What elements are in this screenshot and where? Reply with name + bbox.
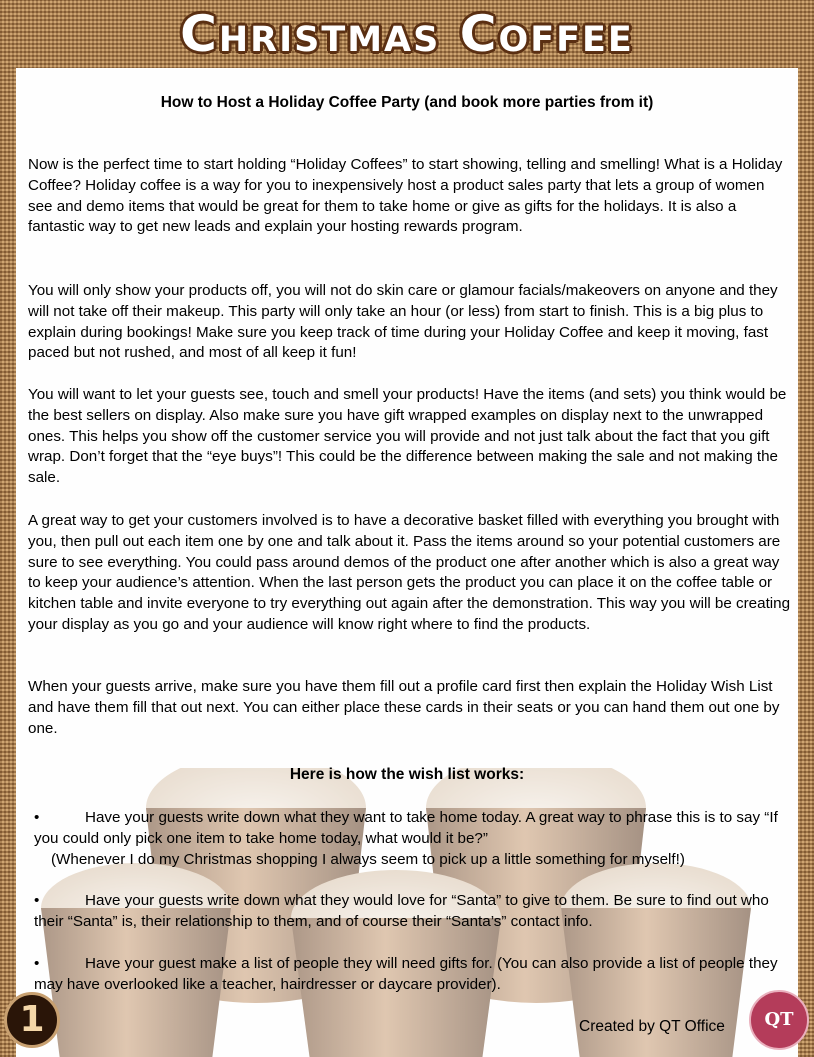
header-title: Christmas Coffee: [180, 5, 634, 63]
page-number-badge: 1: [4, 992, 60, 1048]
bullet-note: (Whenever I do my Christmas shopping I always seem to pick up a little something for myself!): [51, 850, 685, 868]
credit-text: Created by QT Office: [579, 1018, 725, 1035]
bullet-item: [34, 891, 794, 933]
paragraph-products-only: You will only show your products off, you will not do skin care or glamour facials/makeovers on anyone and they will not take off their makeup. This party will only take an hour (or less) from start to finish. This is a big plus to explain during bookings! Make sure you keep track of time during your Holiday Coffee and keep it moving, fast paced but not rushed, and most of all keep it fun!: [28, 282, 778, 362]
bullet-icon: •: [34, 892, 40, 909]
bullet-text: Have your guest make a list of people they will need gifts for. (You can also provide a list of people they may have overlooked like a teacher, hairdresser or daycare provider).: [34, 955, 778, 993]
bullet-icon: •: [34, 955, 40, 972]
paragraph-intro: Now is the perfect time to start holding “Holiday Coffees” to start showing, telling and smelling! What is a Holiday Coffee? Holiday coffee is a way for you to inexpensively host a product sales party that lets a group of women see and demo items that would be great for them to take home or give as gifts for the holidays. It is also a fantastic way to get new leads and explain your hosting rewards program.: [28, 156, 783, 236]
qt-office-seal-logo: QT: [749, 990, 809, 1050]
document-page: [16, 68, 798, 1057]
bullet-item: [34, 954, 794, 996]
bullet-icon: •: [34, 809, 40, 826]
paragraph-display: You will want to let your guests see, touch and smell your products! Have the items (and sets) you think would be the best sellers on display. Also make sure you have gift wrapped examples on display next to the unwrapped ones. This helps you show off the customer service you will provide and not just talk about the fact that you gift wrap. Don’t forget that the “eye buys”! This could be the difference between making the sale and not making the sale.: [28, 386, 787, 487]
paragraph-basket: A great way to get your customers involved is to have a decorative basket filled with everything you brought with you, then pull out each item one by one and talk about it. Pass the items around so your potential customers are sure to see everything. You could pass around demos of the product one after another which is also a great way to keep your audience’s attention. When the last person gets the product you can place it on the coffee table or kitchen table and invite everyone to try everything out again after the demonstration. This way you will be creating your display as you go and your audience will know right where to find the products.: [28, 512, 791, 633]
bullet-text: Have your guests write down what they would love for “Santa” to give to them. Be sure to find out who their “Santa” is, their relationship to them, and of course their “Santa’s” contact info.: [34, 892, 769, 930]
bullet-text: Have your guests write down what they want to take home today. A great way to phrase this is to say “If you could only pick one item to take home today, what would it be?”: [34, 809, 778, 847]
bullet-item: [34, 808, 794, 870]
wish-list-heading: Here is how the wish list works:: [289, 766, 525, 783]
paragraph-guests-arrive: When your guests arrive, make sure you have them fill out a profile card first then explain the Holiday Wish List and have them fill that out next. You can either place these cards in their seats or you can hand them out one by one.: [28, 678, 780, 737]
document-title: How to Host a Holiday Coffee Party (and book more parties from it): [160, 94, 654, 111]
